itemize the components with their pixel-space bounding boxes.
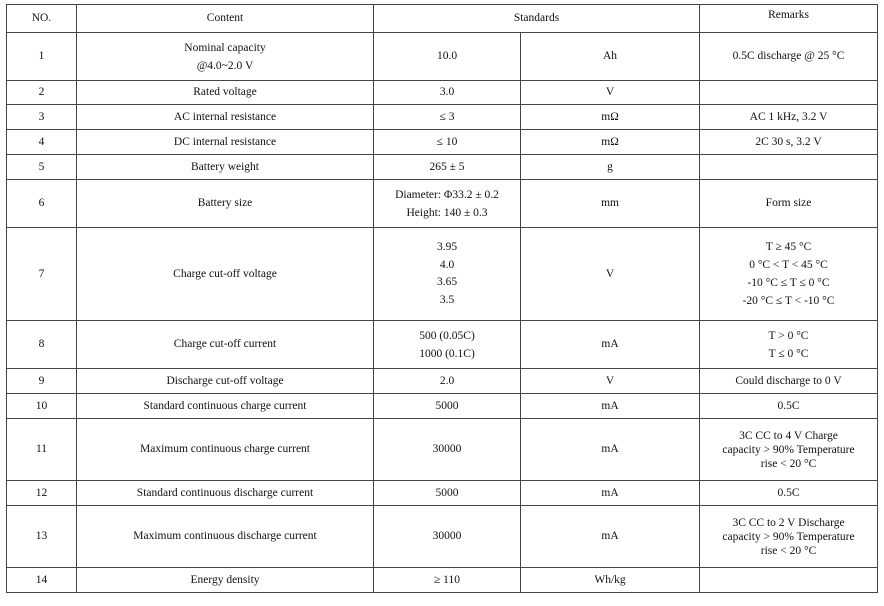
table-row xyxy=(7,481,878,506)
row-value-line: Diameter: Φ33.2 ± 0.2 xyxy=(395,188,499,201)
table-row xyxy=(7,105,878,130)
row-value-line: 30000 xyxy=(432,530,462,542)
row-remarks-line: -20 °C ≤ T < -10 °C xyxy=(742,295,835,307)
header-remarks: Remarks xyxy=(700,5,878,33)
row-value-line: 2.0 xyxy=(439,374,455,387)
row-remarks xyxy=(700,321,878,369)
row-number: 13 xyxy=(7,506,77,568)
header-no: NO. xyxy=(7,5,77,33)
row-content xyxy=(77,419,374,481)
row-number: 11 xyxy=(7,419,77,481)
row-remarks-line: 3C CC to 2 V Discharge xyxy=(732,516,845,529)
row-content xyxy=(77,105,374,130)
row-value xyxy=(374,228,521,321)
row-number: 3 xyxy=(7,105,77,130)
row-value-line: ≤ 10 xyxy=(436,135,458,148)
row-value xyxy=(374,419,521,481)
row-remarks-line: rise < 20 °C xyxy=(760,544,817,557)
row-number: 10 xyxy=(7,394,77,419)
row-content-line: Maximum continuous discharge current xyxy=(133,530,317,542)
row-value-line: ≥ 110 xyxy=(433,573,460,586)
row-unit: mΩ xyxy=(521,105,700,130)
row-remarks-line: T ≥ 45 °C xyxy=(765,241,812,253)
row-content xyxy=(77,228,374,321)
table-row xyxy=(7,155,878,180)
table-row xyxy=(7,81,878,105)
row-remarks-line: T ≤ 0 °C xyxy=(768,347,809,360)
row-value-line: 1000 (0.1C) xyxy=(419,347,475,360)
row-content-line: Energy density xyxy=(190,573,260,586)
table-row xyxy=(7,568,878,593)
row-value-line: 3.0 xyxy=(439,86,455,98)
table-row xyxy=(7,33,878,81)
row-value-line: ≤ 3 xyxy=(439,110,455,123)
row-remarks-line: Could discharge to 0 V xyxy=(735,374,842,387)
header-content: Content xyxy=(77,5,374,33)
row-value-line: 30000 xyxy=(432,443,462,455)
row-value xyxy=(374,369,521,394)
row-value xyxy=(374,130,521,155)
row-content-line: Battery weight xyxy=(190,160,260,173)
row-unit: V xyxy=(521,81,700,105)
row-remarks xyxy=(700,228,878,321)
row-content xyxy=(77,568,374,593)
row-remarks xyxy=(700,506,878,568)
row-content xyxy=(77,481,374,506)
row-remarks-line: 0.5C xyxy=(777,486,800,499)
header-row xyxy=(7,5,878,33)
row-value xyxy=(374,394,521,419)
row-unit: mA xyxy=(521,394,700,419)
row-unit: mm xyxy=(521,180,700,228)
row-remarks xyxy=(700,481,878,506)
row-content-line: Standard continuous discharge current xyxy=(136,486,314,499)
table-row xyxy=(7,506,878,568)
row-unit: g xyxy=(521,155,700,180)
row-content-line: Standard continuous charge current xyxy=(143,399,307,412)
row-remarks xyxy=(700,105,878,130)
row-number: 5 xyxy=(7,155,77,180)
row-remarks-line: 0 °C < T < 45 °C xyxy=(749,259,828,271)
row-remarks-line: capacity > 90% Temperature xyxy=(722,530,855,543)
row-remarks-line: 0.5C xyxy=(777,399,800,412)
row-unit: V xyxy=(521,228,700,321)
battery-spec-table xyxy=(6,4,878,593)
row-number: 7 xyxy=(7,228,77,321)
row-content xyxy=(77,506,374,568)
row-value-line: 500 (0.05C) xyxy=(419,329,475,342)
table-row xyxy=(7,180,878,228)
header-standards: Standards xyxy=(374,5,700,33)
row-value xyxy=(374,481,521,506)
row-value-line: 265 ± 5 xyxy=(429,160,465,173)
row-value xyxy=(374,33,521,81)
row-value-line: 3.95 xyxy=(436,241,458,253)
row-remarks-line: rise < 20 °C xyxy=(760,457,817,470)
row-number: 8 xyxy=(7,321,77,369)
row-remarks-line: capacity > 90% Temperature xyxy=(722,443,855,456)
row-remarks-line: 2C 30 s, 3.2 V xyxy=(755,135,822,148)
row-remarks xyxy=(700,394,878,419)
row-content-line: AC internal resistance xyxy=(173,110,277,123)
row-remarks xyxy=(700,419,878,481)
row-content-line: Charge cut-off voltage xyxy=(173,267,277,280)
row-value-line: 3.65 xyxy=(436,276,458,288)
row-value-line: 4.0 xyxy=(439,258,455,271)
row-value-line: 10.0 xyxy=(436,50,458,62)
row-remarks-line: T > 0 °C xyxy=(768,329,809,342)
row-remarks-line: AC 1 kHz, 3.2 V xyxy=(749,110,828,123)
row-remarks xyxy=(700,155,878,180)
row-content xyxy=(77,369,374,394)
table-row xyxy=(7,228,878,321)
row-remarks xyxy=(700,180,878,228)
row-content xyxy=(77,155,374,180)
table-row xyxy=(7,369,878,394)
row-number: 9 xyxy=(7,369,77,394)
row-content-line: Discharge cut-off voltage xyxy=(166,374,284,387)
row-remarks xyxy=(700,81,878,105)
row-value xyxy=(374,155,521,180)
row-content-line: @4.0~2.0 V xyxy=(196,59,254,72)
row-unit: mA xyxy=(521,419,700,481)
row-content-line: Nominal capacity xyxy=(184,41,266,54)
row-number: 4 xyxy=(7,130,77,155)
row-value-line: 3.5 xyxy=(439,293,455,306)
row-content xyxy=(77,130,374,155)
row-number: 1 xyxy=(7,33,77,81)
row-value xyxy=(374,180,521,228)
row-content xyxy=(77,321,374,369)
row-number: 12 xyxy=(7,481,77,506)
row-unit: Wh/kg xyxy=(521,568,700,593)
row-unit: mA xyxy=(521,321,700,369)
row-value xyxy=(374,81,521,105)
row-unit: mΩ xyxy=(521,130,700,155)
row-number: 14 xyxy=(7,568,77,593)
row-content xyxy=(77,33,374,81)
row-value xyxy=(374,506,521,568)
row-remarks xyxy=(700,369,878,394)
row-remarks-line: -10 °C ≤ T ≤ 0 °C xyxy=(747,277,830,289)
row-remarks-line: 3C CC to 4 V Charge xyxy=(739,429,838,442)
row-content xyxy=(77,81,374,105)
row-remarks xyxy=(700,33,878,81)
row-content-line: DC internal resistance xyxy=(173,135,277,148)
row-unit: mA xyxy=(521,506,700,568)
row-number: 2 xyxy=(7,81,77,105)
table-row xyxy=(7,321,878,369)
row-remarks xyxy=(700,130,878,155)
row-value xyxy=(374,105,521,130)
row-value-line: 5000 xyxy=(435,399,459,412)
row-content xyxy=(77,180,374,228)
row-value-line: 5000 xyxy=(435,486,459,499)
row-remarks-line: Form size xyxy=(765,197,812,209)
row-remarks-line: 0.5C discharge @ 25 °C xyxy=(732,50,845,62)
row-unit: mA xyxy=(521,481,700,506)
row-content-line: Rated voltage xyxy=(193,86,257,98)
row-content-line: Battery size xyxy=(197,197,253,209)
row-number: 6 xyxy=(7,180,77,228)
row-content xyxy=(77,394,374,419)
row-unit: V xyxy=(521,369,700,394)
row-value xyxy=(374,321,521,369)
row-content-line: Charge cut-off current xyxy=(173,338,277,350)
row-content-line: Maximum continuous charge current xyxy=(139,443,310,455)
table-row xyxy=(7,394,878,419)
row-value xyxy=(374,568,521,593)
row-unit: Ah xyxy=(521,33,700,81)
table-row xyxy=(7,130,878,155)
table-row xyxy=(7,419,878,481)
row-remarks xyxy=(700,568,878,593)
row-value-line: Height: 140 ± 0.3 xyxy=(406,206,488,219)
